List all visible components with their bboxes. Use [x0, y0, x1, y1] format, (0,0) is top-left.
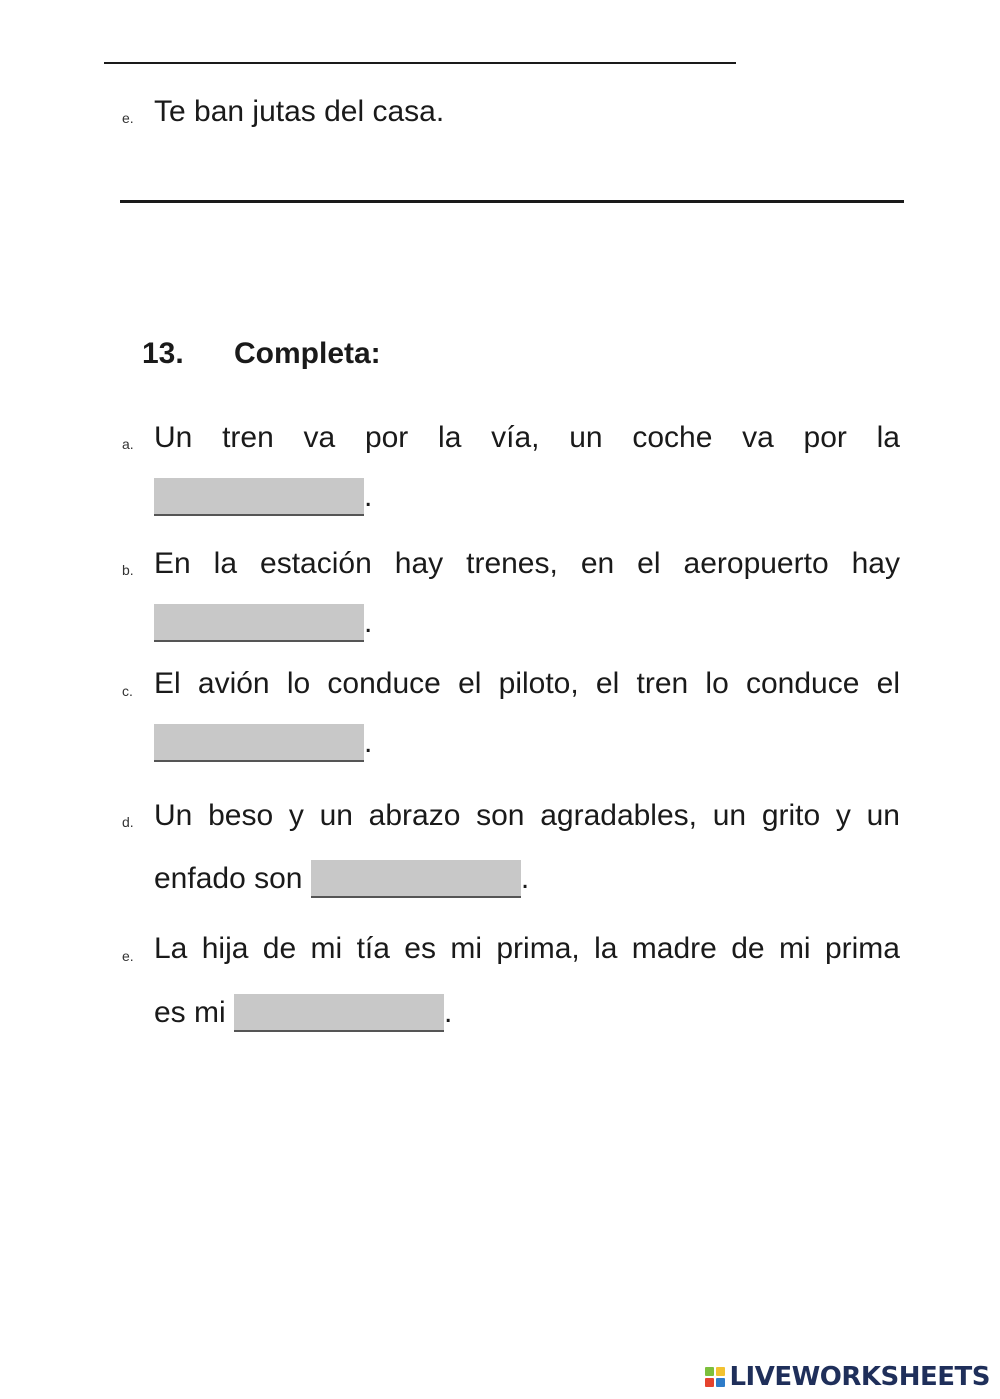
logo-blocks-icon — [705, 1367, 725, 1387]
item-text: La hija de mi tía es mi prima, la madre de mi prima — [154, 932, 900, 965]
item-text: Te ban jutas del casa. — [154, 95, 445, 128]
item-marker: d. — [122, 814, 134, 830]
item-text: Un tren va por la vía, un coche va por la — [154, 421, 900, 454]
item-suffix: . — [364, 726, 373, 759]
item-answer-row — [154, 994, 452, 1032]
item-marker: a. — [122, 436, 134, 452]
item-answer-row — [154, 478, 372, 516]
item-marker: b. — [122, 562, 134, 578]
exercise-title: Completa: — [234, 337, 381, 370]
item-marker: c. — [122, 683, 133, 699]
item-line2-prefix: enfado son — [154, 862, 303, 895]
item-suffix: . — [444, 996, 453, 1029]
exercise-number: 13. — [142, 337, 184, 370]
answer-blank[interactable] — [154, 604, 364, 642]
item-suffix: . — [364, 480, 373, 513]
item-text: En la estación hay trenes, en el aeropuerto hay — [154, 547, 900, 580]
item-text: Un beso y un abrazo son agradables, un grito y un — [154, 799, 900, 832]
item-suffix: . — [520, 862, 530, 895]
answer-blank[interactable] — [154, 478, 364, 516]
logo-text: LIVEWORKSHEETS — [729, 1362, 990, 1392]
liveworksheets-logo — [705, 1360, 990, 1394]
item-text: El avión lo conduce el piloto, el tren lo conduce el — [154, 667, 900, 700]
item-line2-prefix: es mi — [154, 996, 226, 1029]
item-answer-row — [154, 604, 372, 642]
answer-blank[interactable] — [311, 860, 521, 898]
item-marker: e. — [122, 110, 134, 126]
answer-line[interactable] — [120, 200, 904, 203]
item-answer-row — [154, 724, 372, 762]
item-answer-row — [154, 860, 529, 898]
item-suffix: . — [364, 606, 373, 639]
answer-blank[interactable] — [234, 994, 444, 1032]
answer-blank[interactable] — [154, 724, 364, 762]
answer-line-top — [104, 62, 736, 64]
item-marker: e. — [122, 948, 134, 964]
